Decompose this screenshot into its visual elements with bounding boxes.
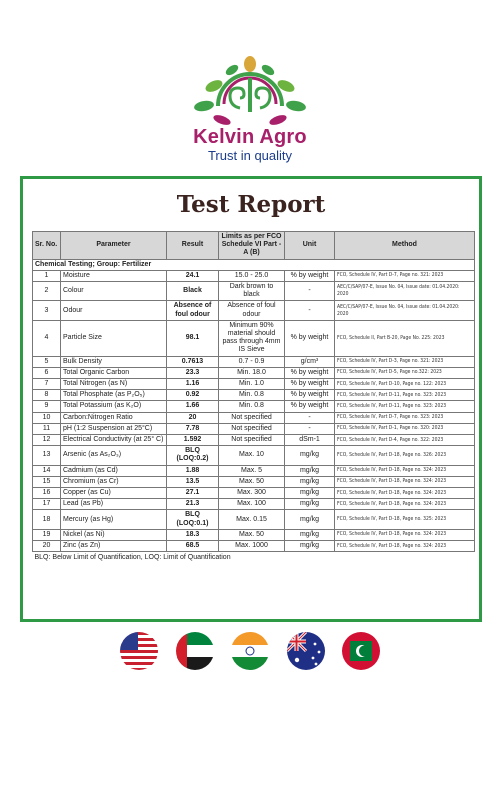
cell-method: FCO, Schedule IV, Part D-5, Page no.322: 2023 xyxy=(335,367,475,378)
cell-sr-no: 18 xyxy=(33,510,61,529)
footnote-row xyxy=(33,552,475,564)
cell-method: FCO, Schedule IV, Part D-18, Page no. 324: 2023 xyxy=(335,465,475,476)
cell-unit: % by weight xyxy=(285,390,335,401)
header-result: Result xyxy=(167,232,219,260)
cell-method: FCO, Schedule IV, Part D-18, Page no. 326: 2023 xyxy=(335,446,475,465)
cell-method: FCO, Schedule IV, Part D-3, Page no. 321: 2023 xyxy=(335,356,475,367)
cell-sr-no: 4 xyxy=(33,320,61,356)
cell-sr-no: 10 xyxy=(33,412,61,423)
cell-unit: dSm-1 xyxy=(285,435,335,446)
cell-unit: mg/kg xyxy=(285,499,335,510)
cell-limits: Min. 1.0 xyxy=(219,379,285,390)
country-flags xyxy=(0,632,500,672)
cell-limits: Max. 50 xyxy=(219,529,285,540)
cell-unit: - xyxy=(285,301,335,320)
cell-result: 27.1 xyxy=(167,488,219,499)
cell-parameter: Lead (as Pb) xyxy=(61,499,167,510)
table-row xyxy=(33,390,475,401)
cell-result: 0.92 xyxy=(167,390,219,401)
cell-unit: - xyxy=(285,412,335,423)
cell-unit: mg/kg xyxy=(285,476,335,487)
cell-result: 13.5 xyxy=(167,476,219,487)
cell-unit: mg/kg xyxy=(285,488,335,499)
table-row xyxy=(33,465,475,476)
footnote: BLQ: Below Limit of Quantification, LOQ: Limit of Quantification xyxy=(34,554,231,562)
cell-result: 1.66 xyxy=(167,401,219,412)
table-row xyxy=(33,367,475,378)
cell-method: FCO, Schedule IV, Part D-18, Page no. 324: 2023 xyxy=(335,529,475,540)
cell-parameter: Cadmium (as Cd) xyxy=(61,465,167,476)
cell-sr-no: 6 xyxy=(33,367,61,378)
table-row xyxy=(33,510,475,529)
cell-parameter: pH (1:2 Suspension at 25°C) xyxy=(61,423,167,434)
header-unit: Unit xyxy=(285,232,335,260)
cell-method: FCO, Schedule IV, Part D-11, Page no. 323: 2023 xyxy=(335,390,475,401)
cell-parameter: Odour xyxy=(61,301,167,320)
kelvin-agro-logo-icon xyxy=(188,56,312,128)
table-row xyxy=(33,488,475,499)
table-row xyxy=(33,446,475,465)
table-row xyxy=(33,423,475,434)
cell-method: FCO, Schedule II, Part B-20, Page No. 225: 2023 xyxy=(335,320,475,356)
cell-unit: % by weight xyxy=(285,270,335,281)
cell-unit: - xyxy=(285,282,335,301)
cell-limits: Max. 100 xyxy=(219,499,285,510)
cell-result: 1.88 xyxy=(167,465,219,476)
cell-result: 1.16 xyxy=(167,379,219,390)
cell-limits: Absence of foul odour xyxy=(219,301,285,320)
cell-method: FCO, Schedule IV, Part D-1, Page no. 320: 2023 xyxy=(335,423,475,434)
cell-sr-no: 7 xyxy=(33,379,61,390)
cell-method: FCO, Schedule IV, Part D-7, Page no. 321: 2023 xyxy=(335,270,475,281)
table-header-row xyxy=(33,232,475,260)
table-row xyxy=(33,499,475,510)
cell-unit: mg/kg xyxy=(285,529,335,540)
cell-parameter: Chromium (as Cr) xyxy=(61,476,167,487)
cell-limits: Not specified xyxy=(219,412,285,423)
cell-parameter: Total Phosphate (as P₂O₅) xyxy=(61,390,167,401)
cell-result: 68.5 xyxy=(167,541,219,552)
cell-method: FCO, Schedule IV, Part D-11, Page no. 323: 2023 xyxy=(335,401,475,412)
cell-unit: g/cm³ xyxy=(285,356,335,367)
cell-result: 24.1 xyxy=(167,270,219,281)
cell-parameter: Mercury (as Hg) xyxy=(61,510,167,529)
table-row xyxy=(33,282,475,301)
cell-sr-no: 2 xyxy=(33,282,61,301)
cell-unit: mg/kg xyxy=(285,465,335,476)
cell-limits: Minimum 90% material should pass through 4mm IS Sieve xyxy=(219,320,285,356)
cell-parameter: Arsenic (as As₂O₃) xyxy=(61,446,167,465)
report-card xyxy=(20,176,482,622)
cell-parameter: Zinc (as Zn) xyxy=(61,541,167,552)
cell-limits: Min. 18.0 xyxy=(219,367,285,378)
table-row xyxy=(33,379,475,390)
cell-unit: mg/kg xyxy=(285,510,335,529)
cell-method: FCO, Schedule IV, Part D-18, Page no. 324: 2023 xyxy=(335,488,475,499)
cell-parameter: Moisture xyxy=(61,270,167,281)
cell-result: BLQ (LOQ:0.1) xyxy=(167,510,219,529)
cell-parameter: Electrical Conductivity (at 25° C) xyxy=(61,435,167,446)
cell-sr-no: 15 xyxy=(33,476,61,487)
cell-limits: Max. 5 xyxy=(219,465,285,476)
cell-limits: Not specified xyxy=(219,423,285,434)
cell-sr-no: 19 xyxy=(33,529,61,540)
cell-result: 0.7613 xyxy=(167,356,219,367)
cell-result: Black xyxy=(167,282,219,301)
cell-sr-no: 1 xyxy=(33,270,61,281)
maldives-flag-icon xyxy=(342,632,380,670)
cell-sr-no: 20 xyxy=(33,541,61,552)
cell-result: BLQ (LOQ:0.2) xyxy=(167,446,219,465)
cell-sr-no: 3 xyxy=(33,301,61,320)
table-row xyxy=(33,541,475,552)
cell-limits: Not specified xyxy=(219,435,285,446)
table-row xyxy=(33,401,475,412)
header-limits: Limits as per FCO Schedule VI Part - A (B) xyxy=(219,232,285,260)
cell-sr-no: 12 xyxy=(33,435,61,446)
cell-unit: % by weight xyxy=(285,367,335,378)
cell-unit: % by weight xyxy=(285,379,335,390)
cell-sr-no: 14 xyxy=(33,465,61,476)
cell-limits: Max. 50 xyxy=(219,476,285,487)
cell-parameter: Nickel (as Ni) xyxy=(61,529,167,540)
cell-method: FCO, Schedule IV, Part D-18, Page no. 324: 2023 xyxy=(335,541,475,552)
table-row xyxy=(33,270,475,281)
cell-method: FCO, Schedule IV, Part D-18, Page no. 324: 2023 xyxy=(335,499,475,510)
cell-result: 98.1 xyxy=(167,320,219,356)
cell-method: FCO, Schedule IV, Part D-18, Page no. 324: 2023 xyxy=(335,476,475,487)
header-sr-no: Sr. No. xyxy=(33,232,61,260)
table-row xyxy=(33,356,475,367)
header-parameter: Parameter xyxy=(61,232,167,260)
cell-method: AEC/C/SAP/07-E, Issue No. 04, Issue date: 01.04.2020: 2020 xyxy=(335,282,475,301)
cell-result: 21.3 xyxy=(167,499,219,510)
cell-sr-no: 13 xyxy=(33,446,61,465)
header-method: Method xyxy=(335,232,475,260)
cell-limits: Min. 0.8 xyxy=(219,390,285,401)
cell-parameter: Total Organic Carbon xyxy=(61,367,167,378)
report-title: Test Report xyxy=(176,191,326,218)
cell-unit: - xyxy=(285,423,335,434)
group-label: Chemical Testing; Group: Fertilizer xyxy=(33,259,475,270)
cell-limits: 0.7 - 0.9 xyxy=(219,356,285,367)
cell-limits: Max. 0.15 xyxy=(219,510,285,529)
cell-sr-no: 9 xyxy=(33,401,61,412)
table-row xyxy=(33,301,475,320)
cell-limits: Max. 10 xyxy=(219,446,285,465)
cell-parameter: Particle Size xyxy=(61,320,167,356)
cell-sr-no: 16 xyxy=(33,488,61,499)
cell-result: Absence of foul odour xyxy=(167,301,219,320)
cell-parameter: Total Nitrogen (as N) xyxy=(61,379,167,390)
logo-area xyxy=(0,56,500,166)
cell-result: 7.78 xyxy=(167,423,219,434)
cell-unit: mg/kg xyxy=(285,541,335,552)
table-row xyxy=(33,412,475,423)
cell-limits: Max. 1000 xyxy=(219,541,285,552)
brand-name: Kelvin Agro xyxy=(193,126,307,148)
cell-limits: Dark brown to black xyxy=(219,282,285,301)
cell-sr-no: 5 xyxy=(33,356,61,367)
cell-parameter: Bulk Density xyxy=(61,356,167,367)
cell-limits: 15.0 - 25.0 xyxy=(219,270,285,281)
cell-parameter: Carbon:Nitrogen Ratio xyxy=(61,412,167,423)
brand-tagline: Trust in quality xyxy=(207,148,293,163)
uae-flag-icon xyxy=(176,632,214,670)
group-row xyxy=(33,259,475,270)
cell-unit: % by weight xyxy=(285,320,335,356)
australia-flag-icon xyxy=(287,632,325,670)
cell-parameter: Copper (as Cu) xyxy=(61,488,167,499)
cell-limits: Min. 0.8 xyxy=(219,401,285,412)
cell-sr-no: 17 xyxy=(33,499,61,510)
cell-unit: mg/kg xyxy=(285,446,335,465)
table-row xyxy=(33,320,475,356)
cell-method: FCO, Schedule IV, Part D-10, Page no. 122: 2023 xyxy=(335,379,475,390)
cell-parameter: Colour xyxy=(61,282,167,301)
cell-method: FCO, Schedule IV, Part D-18, Page no. 325: 2023 xyxy=(335,510,475,529)
test-report-table xyxy=(32,231,475,564)
cell-method: AEC/C/SAP/07-E, Issue No. 04, Issue date: 01.04.2020: 2020 xyxy=(335,301,475,320)
cell-result: 23.3 xyxy=(167,367,219,378)
cell-sr-no: 11 xyxy=(33,423,61,434)
cell-limits: Max. 300 xyxy=(219,488,285,499)
table-row xyxy=(33,435,475,446)
india-flag-icon xyxy=(231,632,269,670)
table-row xyxy=(33,529,475,540)
cell-result: 18.3 xyxy=(167,529,219,540)
cell-parameter: Total Potassium (as K₂O) xyxy=(61,401,167,412)
cell-result: 20 xyxy=(167,412,219,423)
cell-method: FCO, Schedule IV, Part D-4, Page no. 322: 2023 xyxy=(335,435,475,446)
cell-result: 1.592 xyxy=(167,435,219,446)
usa-flag-icon xyxy=(120,632,158,670)
cell-sr-no: 8 xyxy=(33,390,61,401)
cell-method: FCO, Schedule IV, Part D-7, Page no. 323: 2023 xyxy=(335,412,475,423)
table-row xyxy=(33,476,475,487)
cell-unit: % by weight xyxy=(285,401,335,412)
